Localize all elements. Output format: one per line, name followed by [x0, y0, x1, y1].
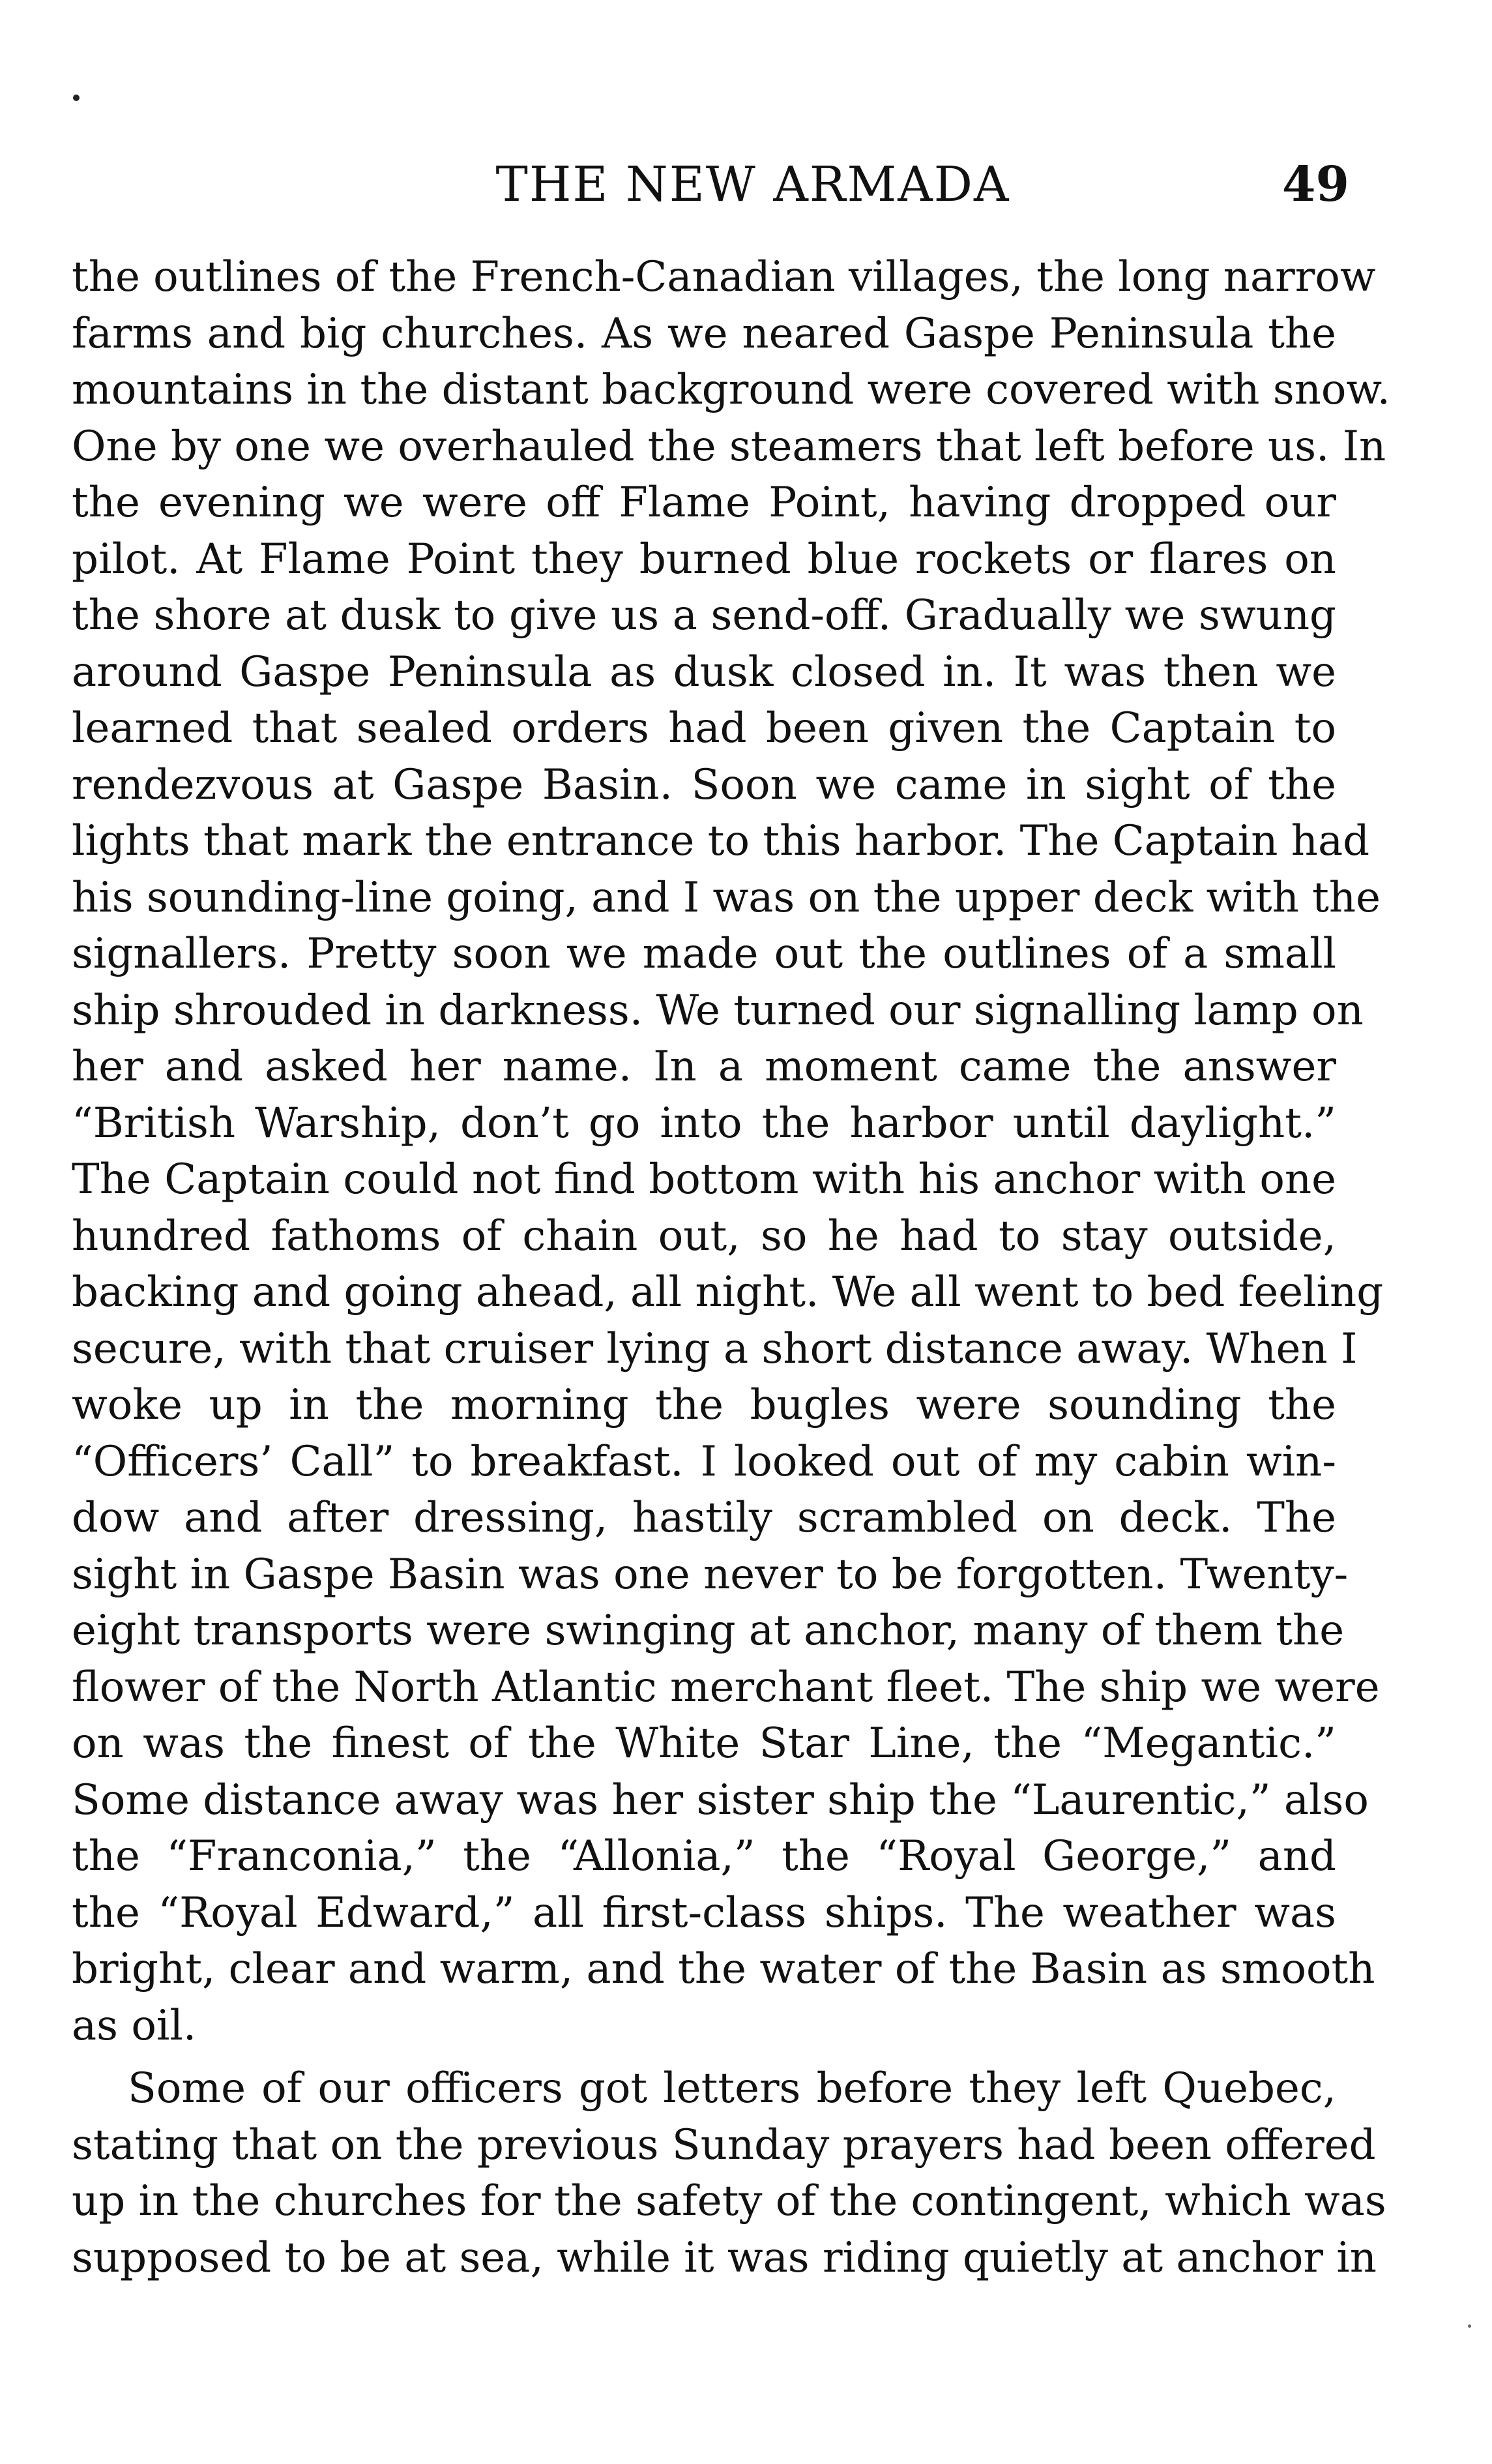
text-line: the “Franconia,” the “Allonia,” the “Royal George,” and: [72, 1832, 1336, 1880]
text-line: Some distance away was her sister ship the “Laurentic,” also: [72, 1775, 1369, 1824]
ink-speck: [73, 95, 80, 101]
text-line: backing and going ahead, all night. We all went to bed feeling: [72, 1268, 1384, 1316]
text-line: supposed to be at sea, while it was riding quietly at anchor in: [72, 2233, 1377, 2282]
text-line: signallers. Pretty soon we made out the outlines of a small: [72, 930, 1336, 978]
paragraph: [72, 2060, 1386, 2286]
text-line: rendezvous at Gaspe Basin. Soon we came in sight of the: [72, 760, 1336, 809]
ink-speck: [1468, 2324, 1471, 2328]
text-line: The Captain could not find bottom with his anchor with one: [72, 1155, 1336, 1204]
text-line: lights that mark the entrance to this harbor. The Captain had: [72, 817, 1370, 865]
text-line: the shore at dusk to give us a send-off. Gradually we swung: [72, 591, 1336, 640]
text-line: farms and big churches. As we neared Gaspe Peninsula the: [72, 309, 1336, 358]
text-line: flower of the North Atlantic merchant fleet. The ship we were: [72, 1663, 1380, 1712]
body-text: [72, 249, 1390, 2286]
text-line: the evening we were off Flame Point, having dropped our: [72, 479, 1336, 527]
text-line: up in the churches for the safety of the contingent, which was: [72, 2177, 1386, 2225]
text-line: his sounding-line going, and I was on the upper deck with the: [72, 873, 1381, 922]
text-line: mountains in the distant background were covered with snow.: [72, 366, 1390, 414]
text-line: stating that on the previous Sunday prayers had been offered: [72, 2120, 1376, 2169]
paragraph: [72, 249, 1390, 2054]
text-line: hundred fathoms of chain out, so he had to stay outside,: [72, 1211, 1336, 1260]
text-line: bright, clear and warm, and the water of the Basin as smooth: [72, 1945, 1375, 1993]
text-line: ship shrouded in darkness. We turned our signalling lamp on: [72, 986, 1364, 1035]
text-line: “Officers’ Call” to breakfast. I looked out of my cabin win-: [72, 1437, 1336, 1486]
text-line: her and asked her name. In a moment came the answer: [72, 1043, 1336, 1091]
text-line: learned that sealed orders had been given the Captain to: [72, 704, 1336, 752]
text-line: pilot. At Flame Point they burned blue rockets or flares on: [72, 535, 1336, 584]
text-line: as oil.: [72, 2001, 197, 2050]
paragraph-gap: [72, 2054, 1336, 2060]
text-line: One by one we overhauled the steamers that left before us. In: [72, 422, 1386, 471]
text-line: dow and after dressing, hastily scrambled on deck. The: [72, 1494, 1336, 1542]
text-line: the outlines of the French-Canadian villages, the long narrow: [72, 253, 1376, 301]
text-line: sight in Gaspe Basin was one never to be forgotten. Twenty-: [72, 1550, 1349, 1599]
text-line: eight transports were swinging at anchor, many of them the: [72, 1607, 1345, 1655]
text-line: Some of our officers got letters before they left Quebec,: [128, 2064, 1336, 2113]
running-header: [0, 155, 1492, 214]
text-line: on was the finest of the White Star Line, the “Megantic.”: [72, 1719, 1336, 1768]
text-line: the “Royal Edward,” all first-class ships. The weather was: [72, 1888, 1336, 1937]
text-line: woke up in the morning the bugles were sounding the: [72, 1381, 1336, 1429]
text-line: “British Warship, don’t go into the harbor until daylight.”: [72, 1099, 1336, 1148]
page-number: 49: [1282, 156, 1349, 213]
text-line: around Gaspe Peninsula as dusk closed in. It was then we: [72, 647, 1336, 696]
text-line: secure, with that cruiser lying a short distance away. When I: [72, 1324, 1358, 1373]
running-title: THE NEW ARMADA: [495, 156, 1010, 213]
